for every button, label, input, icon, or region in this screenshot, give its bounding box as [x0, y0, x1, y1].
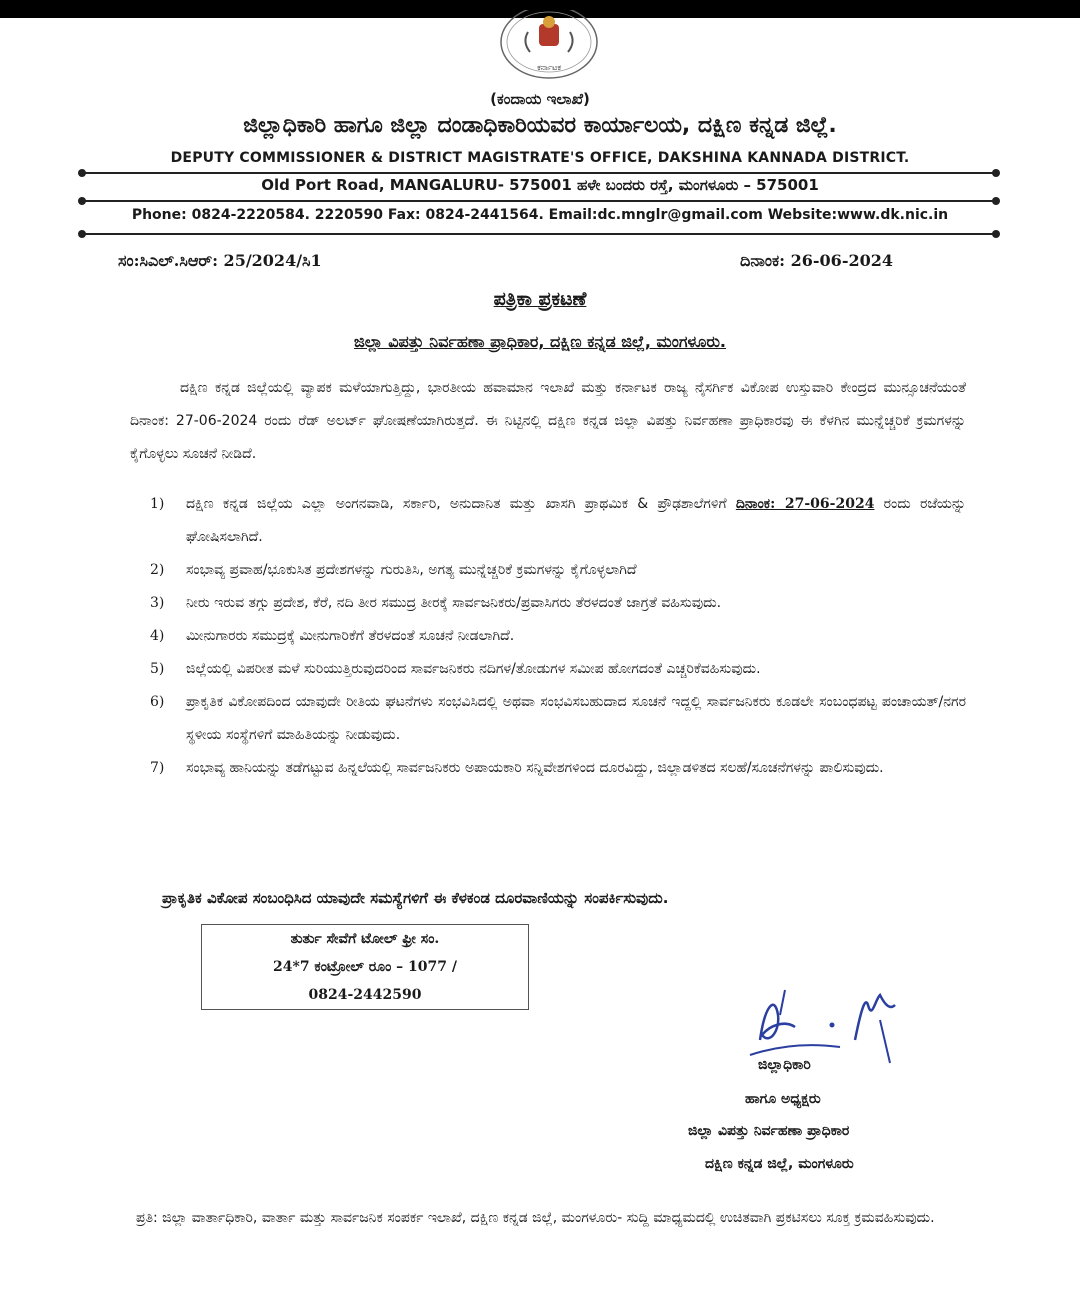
press-release-title: ಪತ್ರಿಕಾ ಪ್ರಕಟಣೆ	[493, 288, 587, 310]
list-item-text: ಮೀನುಗಾರರು ಸಮುದ್ರಕ್ಕೆ ಮೀನುಗಾರಿಕೆಗೆ ತೆರಳದಂತೆ ಸೂಚನೆ ನೀಡಲಾಗಿದೆ.	[186, 628, 515, 644]
list-item-number: 7)	[150, 760, 165, 776]
helpline-box	[201, 924, 529, 1010]
header-rule-middle	[82, 200, 996, 202]
helpline-control-room: 24*7 ಕಂಟ್ರೋಲ್ ರೂಂ – 1077 /	[273, 959, 457, 975]
karnataka-emblem-icon	[498, 10, 600, 82]
list-item-text: ದಕ್ಷಿಣ ಕನ್ನಡ ಜಿಲ್ಲೆಯ ಎಲ್ಲಾ ಅಂಗನವಾಡಿ, ಸರ್ಕಾರಿ, ಅನುದಾನಿತ ಮತ್ತು ಖಾಸಗಿ ಪ್ರಾಥಮಿಕ & ಪ್ರೌಢಶಾಲೆಗಳಿಗೆ ದಿನಾಂಕ: 27-06-2024 ರಂದು ರಜೆಯನ್ನು ಘೋಷಿಸಲಾಗಿದೆ.	[186, 496, 967, 545]
office-name-kannada: ಜಿಲ್ಲಾಧಿಕಾರಿ ಹಾಗೂ ಜಿಲ್ಲಾ ದಂಡಾಧಿಕಾರಿಯವರ ಕಾರ್ಯಾಲಯ, ದಕ್ಷಿಣ ಕನ್ನಡ ಜಿಲ್ಲೆ.	[243, 113, 837, 138]
header-rule-top	[82, 172, 996, 174]
office-contact: Phone: 0824-2220584. 2220590 Fax: 0824-2441564. Email:dc.mnglr@gmail.com Website:www.dk.nic.in	[131, 207, 949, 223]
intro-paragraph: ದಕ್ಷಿಣ ಕನ್ನಡ ಜಿಲ್ಲೆಯಲ್ಲಿ ವ್ಯಾಪಕ ಮಳೆಯಾಗುತ್ತಿದ್ದು, ಭಾರತೀಯ ಹವಾಮಾನ ಇಲಾಖೆ ಮತ್ತು ಕರ್ನಾಟಕ ರಾಜ್ಯ ನೈಸರ್ಗಿಕ ವಿಕೋಪ ಉಸ್ತುವಾರಿ ಕೇಂದ್ರದ ಮುನ್ಸೂಚನೆಯಂತೆ ದಿನಾಂಕ: 27-06-2024 ರಂದು ರೆಡ್ ಅಲರ್ಟ್ ಘೋಷಣೆಯಾಗಿರುತ್ತದೆ. ಈ ನಿಟ್ಟಿನಲ್ಲಿ ದಕ್ಷಿಣ ಕನ್ನಡ ಜಿಲ್ಲಾ ವಿಪತ್ತು ನಿರ್ವಹಣಾ ಪ್ರಾಧಿಕಾರವು ಈ ಕೆಳಗಿನ ಮುನ್ನೆಚ್ಚರಿಕೆ ಕ್ರಮಗಳನ್ನು ಕೈಗೊಳ್ಳಲು ಸೂಚನೆ ನೀಡಿದೆ.	[130, 380, 966, 462]
list-item	[150, 620, 966, 653]
list-item	[150, 752, 966, 785]
authority-subtitle: ಜಿಲ್ಲಾ ವಿಪತ್ತು ನಿರ್ವಹಣಾ ಪ್ರಾಧಿಕಾರ, ದಕ್ಷಿಣ ಕನ್ನಡ ಜಿಲ್ಲೆ, ಮಂಗಳೂರು.	[353, 332, 727, 351]
list-item	[150, 554, 966, 587]
holiday-date: ದಿನಾಂಕ: 27-06-2024	[735, 496, 875, 512]
precaution-list	[150, 488, 966, 785]
list-item-text: ನೀರು ಇರುವ ತಗ್ಗು ಪ್ರದೇಶ, ಕೆರೆ, ನದಿ ತೀರ ಸಮುದ್ರ ತೀರಕ್ಕೆ ಸಾರ್ವಜನಿಕರು/ಪ್ರವಾಸಿಗರು ತೆರಳದಂತೆ ಜಾಗ್ರತೆ ವಹಿಸುವುದು.	[186, 595, 722, 611]
list-item-number: 4)	[150, 628, 165, 644]
list-item-text: ಪ್ರಾಕೃತಿಕ ವಿಕೋಪದಿಂದ ಯಾವುದೇ ರೀತಿಯ ಘಟನೆಗಳು ಸಂಭವಿಸಿದಲ್ಲಿ ಅಥವಾ ಸಂಭವಿಸಬಹುದಾದ ಸೂಚನೆ ಇದ್ದಲ್ಲಿ ಸಾರ್ವಜನಿಕರು ಕೂಡಲೇ ಸಂಬಂಧಪಟ್ಟ ಪಂಚಾಯತ್/ನಗರ ಸ್ಥಳೀಯ ಸಂಸ್ಥೆಗಳಿಗೆ ಮಾಹಿತಿಯನ್ನು ನೀಡುವುದು.	[186, 694, 966, 743]
list-item	[150, 488, 966, 554]
list-item-text: ಸಂಭಾವ್ಯ ಹಾನಿಯನ್ನು ತಡೆಗಟ್ಟುವ ಹಿನ್ನಲೆಯಲ್ಲಿ ಸಾರ್ವಜನಿಕರು ಅಪಾಯಕಾರಿ ಸನ್ನಿವೇಶಗಳಿಂದ ದೂರವಿದ್ದು, ಜಿಲ್ಲಾಡಳಿತದ ಸಲಹೆ/ಸೂಚನೆಗಳನ್ನು ಪಾಲಿಸುವುದು.	[186, 760, 884, 776]
header-rule-bottom	[82, 233, 996, 235]
signatory-authority: ಜಿಲ್ಲಾ ವಿಪತ್ತು ನಿರ್ವಹಣಾ ಪ್ರಾಧಿಕಾರ	[688, 1123, 850, 1139]
office-address: Old Port Road, MANGALURU- 575001 ಹಳೇ ಬಂದರು ರಸ್ತೆ, ಮಂಗಳೂರು – 575001	[261, 176, 819, 194]
list-item-number: 6)	[150, 694, 165, 710]
signatory-role: ಹಾಗೂ ಅಧ್ಯಕ್ಷರು	[745, 1091, 821, 1107]
signature-icon	[740, 985, 910, 1065]
list-item	[150, 653, 966, 686]
svg-text:ಕರ್ನಾಟಕ: ಕರ್ನಾಟಕ	[537, 63, 561, 72]
list-item-number: 2)	[150, 562, 165, 578]
helpline-label: ತುರ್ತು ಸೇವೆಗೆ ಟೋಲ್ ಫ್ರೀ ಸಂ.	[290, 931, 440, 947]
closing-note: ಪ್ರಾಕೃತಿಕ ವಿಕೋಪ ಸಂಬಂಧಿಸಿದ ಯಾವುದೇ ಸಮಸ್ಯೆಗಳಿಗೆ ಈ ಕೆಳಕಂಡ ದೂರವಾಣಿಯನ್ನು ಸಂಪರ್ಕಿಸುವುದು.	[162, 889, 669, 907]
copy-to-note: ಪ್ರತಿ: ಜಿಲ್ಲಾ ವಾರ್ತಾಧಿಕಾರಿ, ವಾರ್ತಾ ಮತ್ತು ಸಾರ್ವಜನಿಕ ಸಂಪರ್ಕ ಇಲಾಖೆ, ದಕ್ಷಿಣ ಕನ್ನಡ ಜಿಲ್ಲೆ, ಮಂಗಳೂರು- ಸುದ್ದಿ ಮಾಧ್ಯಮದಲ್ಲಿ ಉಚಿತವಾಗಿ ಪ್ರಕಟಿಸಲು ಸೂಕ್ತ ಕ್ರಮವಹಿಸುವುದು.	[136, 1210, 935, 1226]
signatory-location: ದಕ್ಷಿಣ ಕನ್ನಡ ಜಿಲ್ಲೆ, ಮಂಗಳೂರು	[705, 1156, 854, 1172]
reference-number: ಸಂ:ಸಿಎಲ್.ಸಿಆರ್: 25/2024/ಸಿ1	[118, 251, 322, 270]
list-item-number: 1)	[150, 496, 165, 512]
signatory-designation: ಜಿಲ್ಲಾಧಿಕಾರಿ	[758, 1057, 811, 1073]
helpline-number: 0824-2442590	[308, 987, 422, 1003]
letter-date: ದಿನಾಂಕ: 26-06-2024	[740, 251, 893, 270]
department-name: (ಕಂದಾಯ ಇಲಾಖೆ)	[490, 90, 590, 108]
list-item	[150, 587, 966, 620]
list-item-text: ಸಂಭಾವ್ಯ ಪ್ರವಾಹ/ಭೂಕುಸಿತ ಪ್ರದೇಶಗಳನ್ನು ಗುರುತಿಸಿ, ಅಗತ್ಯ ಮುನ್ನೆಚ್ಚರಿಕೆ ಕ್ರಮಗಳನ್ನು ಕೈಗೊಳ್ಳಲಾಗಿದೆ	[186, 562, 637, 578]
office-name-english: DEPUTY COMMISSIONER & DISTRICT MAGISTRATE'S OFFICE, DAKSHINA KANNADA DISTRICT.	[170, 150, 910, 166]
list-item	[150, 686, 966, 752]
list-item-number: 5)	[150, 661, 165, 677]
list-item-text: ಜಿಲ್ಲೆಯಲ್ಲಿ ವಿಪರೀತ ಮಳೆ ಸುರಿಯುತ್ತಿರುವುದರಿಂದ ಸಾರ್ವಜನಿಕರು ನದಿಗಳ/ತೋಡುಗಳ ಸಮೀಪ ಹೋಗದಂತೆ ಎಚ್ಚರಿಕೆವಹಿಸುವುದು.	[186, 661, 761, 677]
list-item-number: 3)	[150, 595, 165, 611]
